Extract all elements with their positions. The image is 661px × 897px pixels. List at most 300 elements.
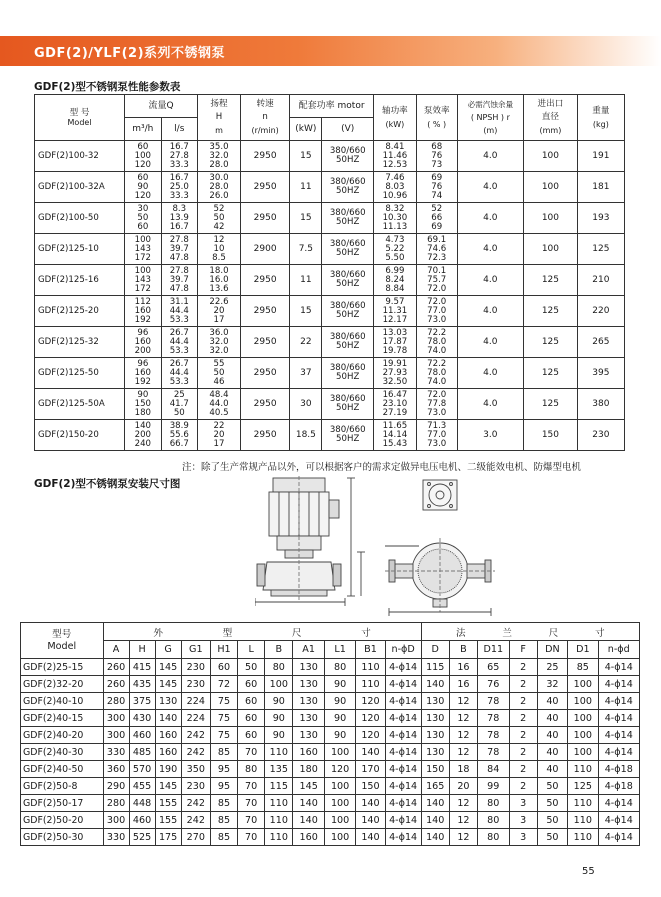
perf-header-flow-ls: l/s	[161, 118, 197, 141]
motor-kw-cell: 15	[290, 296, 322, 327]
dimension-cell: 350	[181, 761, 210, 778]
dims-header-outer: 外 型 尺 寸	[103, 623, 421, 641]
dimension-cell: 78	[478, 693, 509, 710]
flow-ls-cell: 38.9 55.6 66.7	[161, 420, 197, 451]
dimension-cell: 12	[449, 744, 477, 761]
dimension-cell: 90	[265, 710, 293, 727]
dims-col-header: D	[421, 641, 449, 659]
model-cell: GDF(2)125-20	[35, 296, 125, 327]
diameter-cell: 150	[524, 420, 578, 451]
dimension-cell: 4-ϕ14	[385, 829, 421, 846]
performance-table	[34, 94, 625, 451]
dimension-cell: 242	[181, 744, 210, 761]
dimension-cell: 2	[509, 676, 537, 693]
dimension-cell: 130	[293, 727, 324, 744]
dimension-cell: 60	[238, 727, 265, 744]
dimension-cell: 80	[265, 659, 293, 676]
dimension-cell: 85	[210, 744, 237, 761]
dimension-cell: 224	[181, 710, 210, 727]
dimension-cell: 155	[155, 812, 181, 829]
dimension-cell: 224	[181, 693, 210, 710]
head-cell: 30.0 28.0 26.0	[198, 172, 241, 203]
dimension-cell: 80	[478, 795, 509, 812]
shaft-power-cell: 8.32 10.30 11.13	[373, 203, 416, 234]
dimension-cell: 160	[155, 744, 181, 761]
perf-header-weight: 重量 (kg)	[577, 95, 624, 141]
perf-header-head: 扬程 H m	[198, 95, 241, 141]
model-cell: GDF(2)125-50	[35, 358, 125, 389]
dimension-cell: 4-ϕ18	[598, 761, 639, 778]
diameter-cell: 100	[524, 203, 578, 234]
dimension-cell: 70	[238, 744, 265, 761]
dimension-cell: 130	[421, 693, 449, 710]
dimension-cell: 4-ϕ14	[598, 676, 639, 693]
dimension-cell: 3	[509, 795, 537, 812]
model-cell: GDF(2)125-10	[35, 234, 125, 265]
dimension-cell: 16	[449, 659, 477, 676]
dims-col-header: DN	[537, 641, 567, 659]
npsh-cell: 4.0	[457, 296, 524, 327]
dimension-cell: 110	[568, 812, 598, 829]
dimension-cell: 525	[129, 829, 155, 846]
model-cell: GDF(2)40-15	[21, 710, 104, 727]
speed-cell: 2950	[240, 203, 289, 234]
dimension-cell: 230	[181, 659, 210, 676]
table-row	[21, 778, 640, 795]
diameter-cell: 125	[524, 327, 578, 358]
dimension-cell: 4-ϕ18	[598, 778, 639, 795]
perf-header-shaft: 轴功率 (kW)	[373, 95, 416, 141]
model-cell: GDF(2)32-20	[21, 676, 104, 693]
flow-m3h-cell: 90 150 180	[125, 389, 161, 420]
npsh-cell: 4.0	[457, 172, 524, 203]
flow-ls-cell: 26.7 44.4 53.3	[161, 327, 197, 358]
dimension-cell: 12	[449, 812, 477, 829]
dimension-cell: 130	[293, 659, 324, 676]
efficiency-cell: 72.2 78.0 74.0	[416, 327, 457, 358]
motor-kw-cell: 15	[290, 141, 322, 172]
weight-cell: 395	[577, 358, 624, 389]
dimension-cell: 125	[568, 778, 598, 795]
speed-cell: 2950	[240, 327, 289, 358]
efficiency-cell: 52 66 69	[416, 203, 457, 234]
dimension-cell: 80	[324, 659, 355, 676]
flow-ls-cell: 27.8 39.7 47.8	[161, 234, 197, 265]
weight-cell: 220	[577, 296, 624, 327]
efficiency-cell: 70.1 75.7 72.0	[416, 265, 457, 296]
npsh-cell: 4.0	[457, 141, 524, 172]
flow-ls-cell: 25 41.7 50	[161, 389, 197, 420]
perf-header-kw: (kW)	[290, 118, 322, 141]
dimension-cell: 100	[568, 693, 598, 710]
dimension-cell: 100	[568, 676, 598, 693]
dimension-cell: 100	[265, 676, 293, 693]
dimension-cell: 280	[103, 795, 129, 812]
dimension-cell: 80	[478, 812, 509, 829]
dimension-cell: 4-ϕ14	[598, 727, 639, 744]
head-cell: 22 20 17	[198, 420, 241, 451]
dimension-cell: 140	[356, 744, 385, 761]
dimension-cell: 90	[324, 676, 355, 693]
head-cell: 12 10 8.5	[198, 234, 241, 265]
dimension-cell: 2	[509, 744, 537, 761]
dimension-cell: 85	[568, 659, 598, 676]
dimension-cell: 85	[210, 812, 237, 829]
npsh-cell: 4.0	[457, 203, 524, 234]
dimension-cell: 4-ϕ14	[598, 795, 639, 812]
flow-m3h-cell: 96 160 200	[125, 327, 161, 358]
dimension-cell: 175	[155, 829, 181, 846]
dims-col-header: B	[449, 641, 477, 659]
motor-kw-cell: 7.5	[290, 234, 322, 265]
footnote: 注：除了生产常规产品以外，可以根据客户的需求定做异电压电机、二级能效电机、防爆型电机	[182, 462, 582, 473]
dimension-cell: 130	[293, 676, 324, 693]
dims-header-flange: 法 兰 尺 寸	[421, 623, 639, 641]
table-row	[35, 234, 625, 265]
table-row	[35, 358, 625, 389]
table-row	[21, 727, 640, 744]
perf-section-title: GDF(2)型不锈钢泵性能参数表	[34, 81, 181, 93]
speed-cell: 2950	[240, 389, 289, 420]
shaft-power-cell: 7.46 8.03 10.96	[373, 172, 416, 203]
dimension-cell: 40	[537, 744, 567, 761]
dimension-cell: 2	[509, 693, 537, 710]
speed-cell: 2900	[240, 234, 289, 265]
dimension-cell: 40	[537, 761, 567, 778]
dimension-cell: 95	[210, 761, 237, 778]
table-row	[35, 141, 625, 172]
dimension-cell: 2	[509, 710, 537, 727]
weight-cell: 191	[577, 141, 624, 172]
table-row	[21, 659, 640, 676]
dimension-cell: 140	[293, 812, 324, 829]
dimension-cell: 100	[324, 795, 355, 812]
dimension-cell: 145	[155, 778, 181, 795]
dims-col-header: L1	[324, 641, 355, 659]
flange-detail	[423, 480, 457, 510]
speed-cell: 2950	[240, 172, 289, 203]
motor-kw-cell: 11	[290, 172, 322, 203]
dimension-cell: 130	[421, 727, 449, 744]
dimension-cell: 4-ϕ14	[385, 727, 421, 744]
table-row	[21, 795, 640, 812]
dimension-cell: 32	[537, 676, 567, 693]
dimension-cell: 300	[103, 727, 129, 744]
dimension-cell: 140	[356, 795, 385, 812]
dimension-cell: 160	[155, 727, 181, 744]
dimension-cell: 140	[421, 829, 449, 846]
dimension-cell: 455	[129, 778, 155, 795]
weight-cell: 125	[577, 234, 624, 265]
dims-col-header: H1	[210, 641, 237, 659]
dimension-cell: 130	[421, 710, 449, 727]
dimension-cell: 140	[356, 812, 385, 829]
dimension-cell: 4-ϕ14	[385, 710, 421, 727]
head-cell: 36.0 32.0 32.0	[198, 327, 241, 358]
perf-header-npsh: 必需汽蚀余量 ( NPSH ) r (m)	[457, 95, 524, 141]
flow-m3h-cell: 112 160 192	[125, 296, 161, 327]
diameter-cell: 125	[524, 265, 578, 296]
diameter-cell: 125	[524, 358, 578, 389]
model-cell: GDF(2)50-17	[21, 795, 104, 812]
motor-kw-cell: 15	[290, 203, 322, 234]
dimension-cell: 135	[265, 761, 293, 778]
voltage-cell: 380/660 50HZ	[322, 203, 373, 234]
dims-col-header: G	[155, 641, 181, 659]
dimension-cell: 300	[103, 710, 129, 727]
flow-ls-cell: 31.1 44.4 53.3	[161, 296, 197, 327]
head-cell: 18.0 16.0 13.6	[198, 265, 241, 296]
dimension-cell: 270	[181, 829, 210, 846]
dimension-cell: 85	[210, 829, 237, 846]
dimension-cell: 145	[293, 778, 324, 795]
model-cell: GDF(2)50-8	[21, 778, 104, 795]
voltage-cell: 380/660 50HZ	[322, 234, 373, 265]
model-cell: GDF(2)40-30	[21, 744, 104, 761]
dimension-cell: 72	[210, 676, 237, 693]
dimension-cell: 75	[210, 710, 237, 727]
speed-cell: 2950	[240, 265, 289, 296]
motor-kw-cell: 11	[290, 265, 322, 296]
motor-kw-cell: 18.5	[290, 420, 322, 451]
flow-m3h-cell: 100 143 172	[125, 265, 161, 296]
motor-kw-cell: 30	[290, 389, 322, 420]
perf-header-flow-m3h: m³/h	[125, 118, 161, 141]
head-cell: 48.4 44.0 40.5	[198, 389, 241, 420]
dimension-cell: 415	[129, 659, 155, 676]
dimension-cell: 75	[210, 727, 237, 744]
perf-header-flow: 流量Q	[125, 95, 198, 118]
dimension-cell: 25	[537, 659, 567, 676]
model-cell: GDF(2)50-20	[21, 812, 104, 829]
shaft-power-cell: 6.99 8.24 8.84	[373, 265, 416, 296]
dimension-cell: 145	[155, 676, 181, 693]
dimension-cell: 12	[449, 795, 477, 812]
dimension-cell: 165	[421, 778, 449, 795]
dimension-cell: 2	[509, 727, 537, 744]
model-cell: GDF(2)40-50	[21, 761, 104, 778]
dimension-cell: 375	[129, 693, 155, 710]
dimension-cell: 260	[103, 676, 129, 693]
dimension-cell: 448	[129, 795, 155, 812]
dimension-cell: 80	[238, 761, 265, 778]
dims-col-header: F	[509, 641, 537, 659]
efficiency-cell: 69.1 74.6 72.3	[416, 234, 457, 265]
table-row	[35, 203, 625, 234]
dimension-cell: 70	[238, 812, 265, 829]
dimension-cell: 120	[324, 761, 355, 778]
dimension-cell: 50	[537, 795, 567, 812]
motor-kw-cell: 22	[290, 327, 322, 358]
dimension-cell: 170	[356, 761, 385, 778]
table-row	[21, 710, 640, 727]
dims-col-header: D1	[568, 641, 598, 659]
dimension-cell: 4-ϕ14	[385, 795, 421, 812]
dimension-cell: 99	[478, 778, 509, 795]
dimension-cell: 130	[155, 693, 181, 710]
table-row	[35, 327, 625, 358]
dimension-cell: 130	[293, 710, 324, 727]
dimension-cell: 3	[509, 812, 537, 829]
voltage-cell: 380/660 50HZ	[322, 420, 373, 451]
dimension-cell: 12	[449, 710, 477, 727]
voltage-cell: 380/660 50HZ	[322, 296, 373, 327]
flow-m3h-cell: 60 90 120	[125, 172, 161, 203]
dimension-cell: 4-ϕ14	[385, 778, 421, 795]
diameter-cell: 125	[524, 389, 578, 420]
dims-col-header: n-ϕD	[385, 641, 421, 659]
dimension-cell: 190	[155, 761, 181, 778]
dimension-cell: 100	[324, 744, 355, 761]
npsh-cell: 4.0	[457, 265, 524, 296]
dimension-cell: 120	[356, 727, 385, 744]
dimension-cell: 50	[537, 778, 567, 795]
dimension-cell: 4-ϕ14	[385, 761, 421, 778]
flow-ls-cell: 16.7 25.0 33.3	[161, 172, 197, 203]
shaft-power-cell: 11.65 14.14 15.43	[373, 420, 416, 451]
dimension-cell: 60	[238, 693, 265, 710]
dims-col-header: L	[238, 641, 265, 659]
dimension-cell: 110	[356, 676, 385, 693]
table-row	[21, 693, 640, 710]
dimension-cell: 85	[210, 795, 237, 812]
dimension-cell: 120	[356, 710, 385, 727]
table-row	[35, 265, 625, 296]
dimension-cell: 290	[103, 778, 129, 795]
motor-kw-cell: 37	[290, 358, 322, 389]
dims-col-header: G1	[181, 641, 210, 659]
weight-cell: 210	[577, 265, 624, 296]
dimension-cell: 260	[103, 659, 129, 676]
model-cell: GDF(2)125-50A	[35, 389, 125, 420]
dimension-cell: 100	[324, 829, 355, 846]
dimension-cell: 140	[421, 812, 449, 829]
page-number: 55	[582, 866, 595, 877]
dimension-cell: 50	[537, 829, 567, 846]
dimension-cell: 460	[129, 727, 155, 744]
dimension-cell: 2	[509, 778, 537, 795]
perf-header-eff: 泵效率 ( % )	[416, 95, 457, 141]
model-cell: GDF(2)100-50	[35, 203, 125, 234]
speed-cell: 2950	[240, 141, 289, 172]
dimension-cell: 115	[421, 659, 449, 676]
dimension-cell: 18	[449, 761, 477, 778]
dimension-cell: 75	[210, 693, 237, 710]
dimension-cell: 90	[324, 710, 355, 727]
dimension-cell: 60	[210, 659, 237, 676]
model-cell: GDF(2)40-10	[21, 693, 104, 710]
dimension-cell: 155	[155, 795, 181, 812]
header-banner	[0, 36, 661, 66]
dimension-cell: 130	[293, 693, 324, 710]
dimension-cell: 90	[324, 727, 355, 744]
dimension-cell: 460	[129, 812, 155, 829]
dimension-cell: 70	[238, 829, 265, 846]
table-row	[21, 829, 640, 846]
dimension-cell: 145	[155, 659, 181, 676]
head-cell: 55 50 46	[198, 358, 241, 389]
perf-header-dia: 进出口 直径 (mm)	[524, 95, 578, 141]
dimension-cell: 242	[181, 795, 210, 812]
dimension-cell: 4-ϕ14	[385, 744, 421, 761]
table-row	[35, 389, 625, 420]
speed-cell: 2950	[240, 296, 289, 327]
shaft-power-cell: 16.47 23.10 27.19	[373, 389, 416, 420]
weight-cell: 181	[577, 172, 624, 203]
shaft-power-cell: 9.57 11.31 12.17	[373, 296, 416, 327]
weight-cell: 265	[577, 327, 624, 358]
model-cell: GDF(2)50-30	[21, 829, 104, 846]
model-cell: GDF(2)100-32	[35, 141, 125, 172]
dimension-cell: 140	[421, 795, 449, 812]
dimension-cell: 4-ϕ14	[598, 744, 639, 761]
terminal-box	[329, 500, 339, 518]
weight-cell: 193	[577, 203, 624, 234]
outlet-flange	[333, 564, 341, 586]
dimension-cell: 50	[537, 812, 567, 829]
head-cell: 52 50 42	[198, 203, 241, 234]
flow-ls-cell: 27.8 39.7 47.8	[161, 265, 197, 296]
efficiency-cell: 72.0 77.8 73.0	[416, 389, 457, 420]
dimension-cell: 100	[568, 744, 598, 761]
efficiency-cell: 68 76 73	[416, 141, 457, 172]
speed-cell: 2950	[240, 358, 289, 389]
dimension-cell: 140	[293, 795, 324, 812]
dimension-cell: 485	[129, 744, 155, 761]
dimension-cell: 2	[509, 659, 537, 676]
dimension-cell: 150	[356, 778, 385, 795]
dimension-cell: 4-ϕ14	[598, 710, 639, 727]
shaft-power-cell: 4.73 5.22 5.50	[373, 234, 416, 265]
weight-cell: 230	[577, 420, 624, 451]
dimensions-table	[20, 622, 640, 846]
voltage-cell: 380/660 50HZ	[322, 141, 373, 172]
perf-header-volt: (V)	[322, 118, 373, 141]
dimension-cell: 300	[103, 812, 129, 829]
dimension-cell: 230	[181, 676, 210, 693]
model-cell: GDF(2)25-15	[21, 659, 104, 676]
dimension-cell: 180	[293, 761, 324, 778]
dimension-cell: 230	[181, 778, 210, 795]
dimension-cell: 110	[568, 761, 598, 778]
dimension-cell: 4-ϕ14	[598, 812, 639, 829]
dimension-cell: 130	[421, 744, 449, 761]
installation-drawing	[255, 476, 495, 616]
dims-col-header: A	[103, 641, 129, 659]
dimension-cell: 110	[356, 659, 385, 676]
head-cell: 35.0 32.0 28.0	[198, 141, 241, 172]
dimension-cell: 160	[293, 744, 324, 761]
dimension-cell: 110	[568, 795, 598, 812]
shaft-power-cell: 13.03 17.87 19.78	[373, 327, 416, 358]
dimension-cell: 16	[449, 676, 477, 693]
dimension-cell: 12	[449, 727, 477, 744]
dimension-cell: 78	[478, 744, 509, 761]
shaft-power-cell: 19.91 27.93 32.50	[373, 358, 416, 389]
voltage-cell: 380/660 50HZ	[322, 389, 373, 420]
dimension-cell: 110	[265, 829, 293, 846]
dimension-cell: 70	[238, 795, 265, 812]
dimension-cell: 160	[293, 829, 324, 846]
voltage-cell: 380/660 50HZ	[322, 265, 373, 296]
dims-col-header: H	[129, 641, 155, 659]
dimension-cell: 435	[129, 676, 155, 693]
speed-cell: 2950	[240, 420, 289, 451]
dimension-cell: 40	[537, 693, 567, 710]
dimension-cell: 110	[265, 744, 293, 761]
diameter-cell: 125	[524, 296, 578, 327]
table-row	[21, 761, 640, 778]
